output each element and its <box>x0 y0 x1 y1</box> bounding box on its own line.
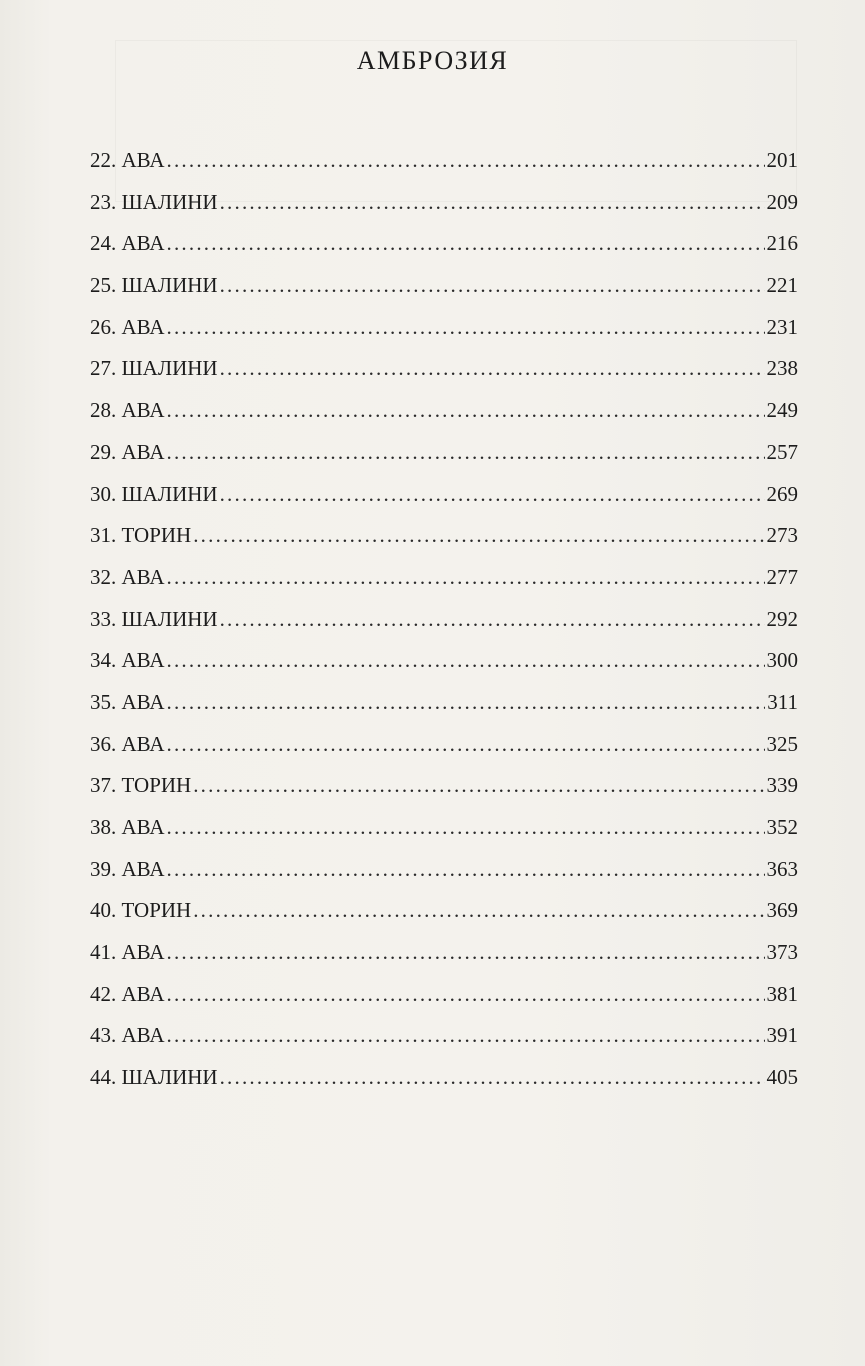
chapter-title: 38. АВА <box>90 815 165 839</box>
page-number: 209 <box>766 189 798 214</box>
page-number: 363 <box>766 856 798 881</box>
page-number: 269 <box>766 481 798 506</box>
dot-leader <box>167 557 765 599</box>
dot-leader <box>167 223 765 265</box>
chapter-title: 25. ШАЛИНИ <box>90 273 218 298</box>
dot-leader <box>167 724 765 766</box>
dot-leader <box>193 515 764 557</box>
dot-leader <box>167 974 765 1016</box>
page-number: 257 <box>766 439 798 464</box>
toc-entry <box>90 765 798 807</box>
toc-entry <box>90 849 798 891</box>
dot-leader <box>167 849 765 891</box>
chapter-title: 31. ТОРИН <box>90 523 192 548</box>
table-of-contents <box>90 140 798 1099</box>
dot-leader <box>220 474 765 516</box>
dot-leader <box>220 599 765 641</box>
toc-entry <box>90 807 798 849</box>
dot-leader <box>193 765 764 807</box>
chapter-title: 34. АВА <box>90 648 165 673</box>
toc-entry <box>90 474 798 516</box>
chapter-title: 26. АВА <box>90 314 165 339</box>
chapter-title: 30. ШАЛИНИ <box>90 481 218 506</box>
toc-entry <box>90 307 798 349</box>
toc-entry <box>90 390 798 432</box>
chapter-title: 40. ТОРИН <box>90 898 192 923</box>
dot-leader <box>167 932 765 974</box>
toc-entry <box>90 640 798 682</box>
chapter-title: 39. АВА <box>90 856 165 881</box>
toc-entry <box>90 265 798 307</box>
toc-entry <box>90 140 798 182</box>
page-number: 249 <box>766 398 798 423</box>
page-number: 311 <box>767 689 798 714</box>
dot-leader <box>167 1015 765 1057</box>
page-number: 339 <box>766 773 798 798</box>
chapter-title: 42. АВА <box>90 981 165 1006</box>
running-header: АМБРОЗИЯ <box>356 46 509 75</box>
chapter-title: 28. АВА <box>90 398 165 423</box>
dot-leader <box>220 1057 765 1099</box>
toc-entry <box>90 182 798 224</box>
page-number: 201 <box>766 148 798 172</box>
chapter-title: 32. АВА <box>90 564 165 589</box>
dot-leader <box>167 682 766 724</box>
toc-entry <box>90 724 798 766</box>
page-number: 273 <box>766 523 798 548</box>
dot-leader <box>167 307 765 349</box>
page-number: 391 <box>766 1023 798 1048</box>
page-number: 369 <box>766 898 798 923</box>
page-number: 221 <box>766 273 798 298</box>
toc-entry <box>90 599 798 641</box>
page-number: 325 <box>766 731 798 756</box>
page-number: 405 <box>766 1065 798 1090</box>
chapter-title: 24. АВА <box>90 231 165 256</box>
dot-leader <box>167 390 765 432</box>
chapter-title: 36. АВА <box>90 731 165 756</box>
toc-entry <box>90 932 798 974</box>
toc-entry <box>90 1015 798 1057</box>
chapter-title: 41. АВА <box>90 940 165 965</box>
toc-entry <box>90 682 798 724</box>
dot-leader <box>220 182 765 224</box>
toc-entry <box>90 348 798 390</box>
toc-entry <box>90 515 798 557</box>
chapter-title: 23. ШАЛИНИ <box>90 189 218 214</box>
page-number: 381 <box>766 981 798 1006</box>
toc-entry <box>90 557 798 599</box>
chapter-title: 43. АВА <box>90 1023 165 1048</box>
page-number: 231 <box>766 314 798 339</box>
chapter-title: 27. ШАЛИНИ <box>90 356 218 381</box>
toc-entry <box>90 1057 798 1099</box>
toc-entry <box>90 890 798 932</box>
dot-leader <box>167 140 765 182</box>
toc-entry <box>90 223 798 265</box>
dot-leader <box>167 807 765 849</box>
page-number: 238 <box>766 356 798 381</box>
page-number: 300 <box>766 648 798 673</box>
dot-leader <box>193 890 764 932</box>
chapter-title: 35. АВА <box>90 689 165 714</box>
chapter-title: 37. ТОРИН <box>90 773 192 798</box>
chapter-title: 44. ШАЛИНИ <box>90 1065 218 1090</box>
chapter-title: 33. ШАЛИНИ <box>90 606 218 631</box>
dot-leader <box>167 640 765 682</box>
page-number: 277 <box>766 564 798 589</box>
toc-entry <box>90 432 798 474</box>
chapter-title: 22. АВА <box>90 148 165 172</box>
page-number: 292 <box>766 606 798 631</box>
dot-leader <box>167 432 765 474</box>
page-number: 373 <box>766 940 798 965</box>
dot-leader <box>220 348 765 390</box>
toc-entry <box>90 974 798 1016</box>
page-number: 352 <box>766 815 798 839</box>
dot-leader <box>220 265 765 307</box>
chapter-title: 29. АВА <box>90 439 165 464</box>
page-number: 216 <box>766 231 798 256</box>
